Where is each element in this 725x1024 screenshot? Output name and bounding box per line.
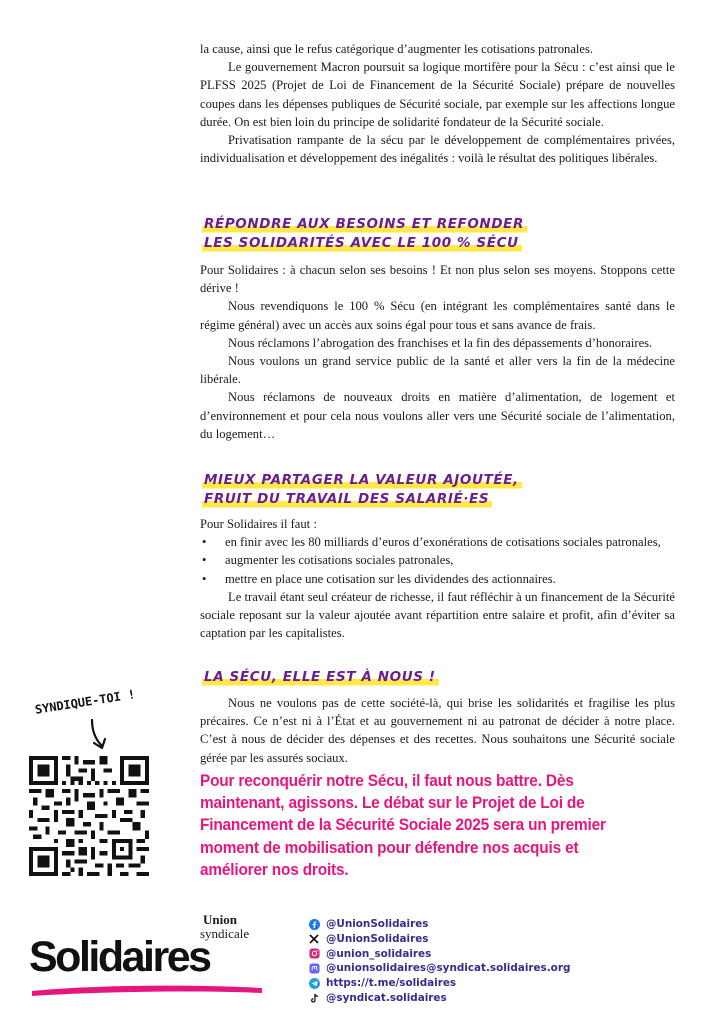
list-item: • mettre en place une cotisation sur les dividendes des actionnaires. — [200, 570, 675, 588]
section1-paragraph-3: Nous réclamons l’abrogation des franchises et la fin des dépassements d’honoraires. — [228, 335, 653, 350]
section2-bullet-list — [200, 533, 675, 588]
logo-swoosh — [30, 983, 265, 997]
social-instagram[interactable] — [308, 947, 570, 962]
section3-heading — [202, 668, 439, 687]
qr-code[interactable] — [29, 756, 149, 876]
social-label: @syndicat.solidaires — [326, 991, 447, 1004]
social-x[interactable] — [308, 932, 570, 947]
section2-heading-line1: MIEUX PARTAGER LA VALEUR AJOUTÉE, — [202, 471, 522, 490]
instagram-icon — [308, 948, 320, 960]
section3-body — [200, 694, 675, 767]
intro-paragraph-3: Privatisation rampante de la sécu par le développement de complémentaires privées, individualisation et développement des inégalités : voilà le résultat des politiques libérales. — [200, 133, 675, 166]
logo-syndicale-text: syndicale — [200, 926, 250, 941]
mastodon-icon — [308, 963, 320, 975]
section1-heading-line2: LES SOLIDARITÉS AVEC LE 100 % SÉCU — [202, 234, 522, 253]
section3-heading-text: LA SÉCU, ELLE EST À NOUS ! — [202, 668, 439, 687]
list-item: • en finir avec les 80 milliards d’euros d’exonérations de cotisations sociales patronales, — [200, 533, 675, 551]
section2-heading — [202, 471, 522, 509]
section2-paragraph-1: Le travail étant seul créateur de richesse, il faut réfléchir à un financement de la Sécurité sociale reposant sur la valeur ajoutée avant répartition entre salaire et profit, afin d’éviter sa captation par les capitalistes. — [200, 589, 675, 641]
social-label: @UnionSolidaires — [326, 918, 429, 930]
logo-union-text: Union — [203, 912, 237, 927]
logo-solidaires: Solidaires — [29, 933, 210, 981]
social-label: @UnionSolidaires — [326, 932, 429, 945]
arrow-down-icon — [88, 718, 114, 752]
section1-paragraph-4: Nous voulons un grand service public de la santé et aller vers la fin de la médecine libérale. — [200, 354, 675, 387]
social-facebook[interactable] — [308, 917, 570, 932]
section1-paragraph-2: Nous revendiquons le 100 % Sécu (en intégrant les complémentaires santé dans le régime général) avec un accès aux soins égal pour tous et sans avance de frais. — [200, 299, 675, 332]
social-links — [308, 917, 570, 1006]
tiktok-icon — [308, 992, 320, 1004]
social-mastodon[interactable] — [308, 961, 570, 976]
section3-paragraph-1: Nous ne voulons pas de cette société-là, qui brise les solidarités et fragilise les plus précaires. Ce n’est ni à l’État et au gouvernement ni au patronat de décider à notre place. C’est à nous de décider des dépenses et des recettes. Nous souhaitons une Sécurité sociale gérée par les assurés sociaux. — [200, 696, 675, 765]
section2-intro: Pour Solidaires il faut : — [200, 517, 317, 531]
telegram-icon — [308, 978, 320, 990]
social-telegram[interactable] — [308, 976, 570, 991]
x-icon — [308, 933, 320, 945]
intro-paragraph-1: la cause, ainsi que le refus catégorique d’augmenter les cotisations patronales. — [200, 42, 594, 56]
section2-body — [200, 515, 675, 642]
callout-text: Pour reconquérir notre Sécu, il faut nous battre. Dès maintenant, agissons. Le débat sur le Projet de Loi de Financement de la Sécurité Sociale 2025 sera un premier moment de mobilisation pour défendre nos acquis et améliorer nos droits. — [200, 772, 606, 879]
section1-paragraph-1: Pour Solidaires : à chacun selon ses besoins ! Et non plus selon ses moyens. Stoppons cette dérive ! — [200, 263, 675, 296]
intro-paragraph-2: Le gouvernement Macron poursuit sa logique mortifère pour la Sécu : c’est ainsi que le PLFSS 2025 (Projet de Loi de Financement de la Sécurité Sociale) prépare de nouvelles coupes dans les dépenses publiques de Sécurité sociale, par exemple sur les affections longue durée. On est bien loin du principe de solidarité fondateur de la Sécurité sociale. — [200, 60, 675, 129]
section1-paragraph-5: Nous réclamons de nouveaux droits en matière d’alimentation, de logement et d’environnement et pour cela nous voulons aller vers une Sécurité sociale de l’alimentation, du logement… — [200, 390, 675, 441]
section1-heading — [202, 215, 527, 253]
intro-block — [200, 40, 675, 167]
social-label: @unionsolidaires@syndicat.solidaires.org — [326, 962, 571, 975]
section1-body — [200, 261, 675, 443]
facebook-icon — [308, 918, 320, 930]
section2-heading-line2: FRUIT DU TRAVAIL DES SALARIÉ·ES — [202, 490, 492, 509]
syndique-toi-label: SYNDIQUE-TOI ! — [34, 687, 137, 717]
list-item: • augmenter les cotisations sociales patronales, — [200, 551, 675, 569]
social-tiktok[interactable] — [308, 991, 570, 1006]
section1-heading-line1: RÉPONDRE AUX BESOINS ET REFONDER — [202, 215, 527, 234]
social-label: @union_solidaires — [326, 947, 432, 960]
social-label: https://t.me/solidaires — [326, 977, 457, 990]
